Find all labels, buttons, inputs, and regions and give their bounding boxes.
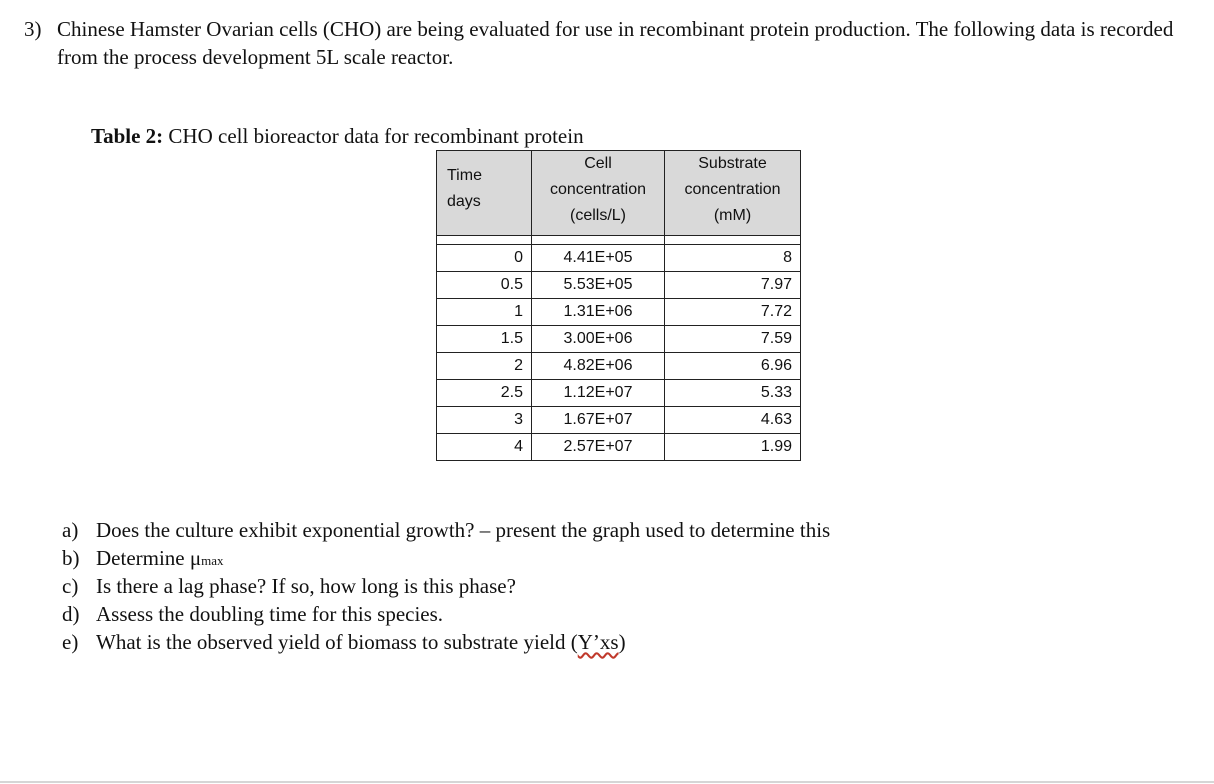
data-table bbox=[436, 150, 801, 461]
header-time-line2: days bbox=[447, 193, 481, 210]
mu-symbol: μ bbox=[189, 546, 202, 570]
header-cell-line2: concentration bbox=[549, 181, 647, 198]
header-time-line1: Time bbox=[447, 167, 482, 184]
question-text: Chinese Hamster Ovarian cells (CHO) are being evaluated for use in recombinant protein production. The following data is recorded from the process development 5L scale reactor. bbox=[57, 17, 1174, 69]
table-row bbox=[437, 353, 801, 380]
cell-substrate: 7.59 bbox=[665, 326, 801, 353]
table-row bbox=[437, 407, 801, 434]
subquestion-text: Is there a lag phase? If so, how long is this phase? bbox=[96, 574, 516, 598]
cell-substrate: 8 bbox=[665, 245, 801, 272]
question-number: 3) bbox=[24, 17, 42, 41]
cell-substrate: 5.33 bbox=[665, 380, 801, 407]
cell-time: 1 bbox=[437, 299, 532, 326]
header-cell-line1: Cell bbox=[584, 155, 612, 172]
subquestion-letter: d) bbox=[62, 602, 80, 626]
subquestion-text: Determine bbox=[96, 546, 190, 570]
cell-substrate: 6.96 bbox=[665, 353, 801, 380]
page-bottom-border bbox=[0, 781, 1214, 783]
table-row bbox=[437, 434, 801, 461]
table-row bbox=[437, 326, 801, 353]
mu-subscript: max bbox=[201, 553, 224, 568]
subquestion-text: Assess the doubling time for this species. bbox=[96, 602, 444, 626]
cell-substrate: 7.72 bbox=[665, 299, 801, 326]
table-row bbox=[437, 272, 801, 299]
cell-time: 3 bbox=[437, 407, 532, 434]
cell-substrate: 4.63 bbox=[665, 407, 801, 434]
header-cell-concentration bbox=[532, 151, 665, 236]
table-spacer-row bbox=[437, 236, 801, 245]
cell-time: 4 bbox=[437, 434, 532, 461]
subquestion-letter: c) bbox=[62, 574, 79, 598]
table-caption-label: Table 2: bbox=[91, 124, 164, 148]
header-substrate-concentration bbox=[665, 151, 801, 236]
cell-concentration: 5.53E+05 bbox=[532, 272, 665, 299]
subquestion-letter: a) bbox=[62, 518, 79, 542]
table-row bbox=[437, 299, 801, 326]
table-row bbox=[437, 245, 801, 272]
cell-concentration: 4.82E+06 bbox=[532, 353, 665, 380]
cell-concentration: 2.57E+07 bbox=[532, 434, 665, 461]
cell-concentration: 1.12E+07 bbox=[532, 380, 665, 407]
subquestion-close: ) bbox=[618, 630, 626, 654]
cell-time: 1.5 bbox=[437, 326, 532, 353]
subquestion-letter: b) bbox=[62, 546, 80, 570]
subquestion-text: What is the observed yield of biomass to substrate yield ( bbox=[96, 630, 578, 654]
table-row bbox=[437, 380, 801, 407]
cell-time: 2.5 bbox=[437, 380, 532, 407]
header-sub-line2: concentration bbox=[684, 181, 781, 198]
subquestion-text-wrap bbox=[96, 628, 626, 656]
cell-concentration: 4.41E+05 bbox=[532, 245, 665, 272]
header-sub-line1: Substrate bbox=[698, 155, 767, 172]
cell-substrate: 1.99 bbox=[665, 434, 801, 461]
cell-concentration: 1.67E+07 bbox=[532, 407, 665, 434]
cell-time: 0 bbox=[437, 245, 532, 272]
header-sub-line3: (mM) bbox=[713, 207, 752, 224]
table-caption bbox=[91, 122, 584, 150]
header-cell-line3: (cells/L) bbox=[569, 207, 626, 224]
cell-concentration: 3.00E+06 bbox=[532, 326, 665, 353]
header-time bbox=[437, 151, 532, 236]
cell-time: 0.5 bbox=[437, 272, 532, 299]
subquestion-text-wrap bbox=[96, 544, 224, 575]
cell-substrate: 7.97 bbox=[665, 272, 801, 299]
yield-symbol: Y’xs bbox=[577, 630, 619, 654]
cell-concentration: 1.31E+06 bbox=[532, 299, 665, 326]
cell-time: 2 bbox=[437, 353, 532, 380]
question-3 bbox=[24, 15, 1194, 71]
subquestion-text: Does the culture exhibit exponential growth? – present the graph used to determine this bbox=[96, 518, 831, 542]
table-header-row bbox=[437, 151, 801, 236]
table-caption-text: CHO cell bioreactor data for recombinant protein bbox=[163, 124, 584, 148]
subquestion-letter: e) bbox=[62, 630, 79, 654]
